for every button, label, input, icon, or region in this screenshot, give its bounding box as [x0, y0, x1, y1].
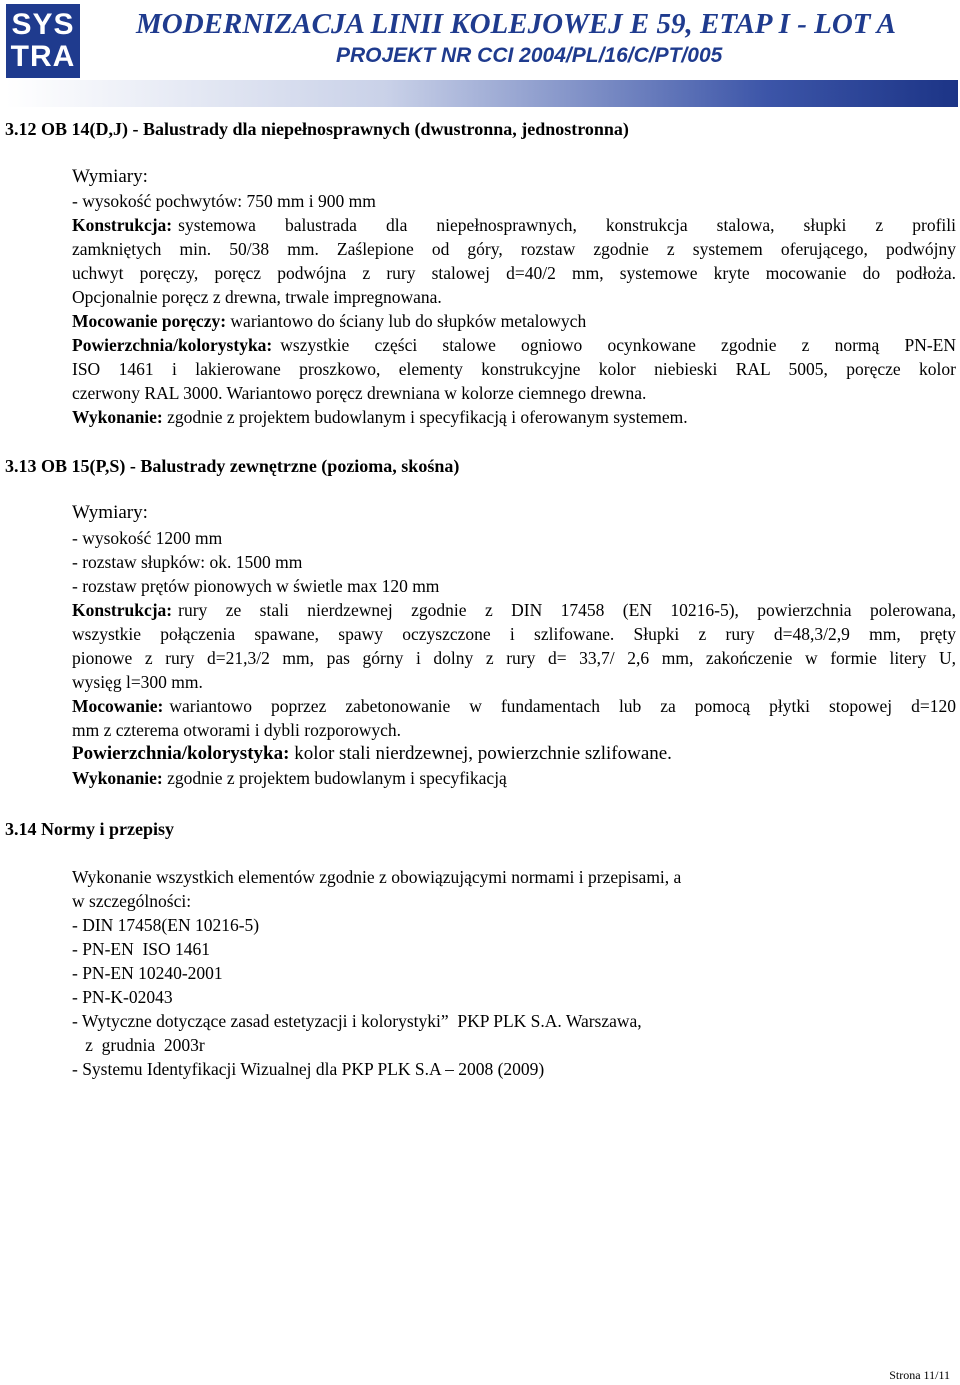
s313-surface-line — [72, 743, 672, 765]
s312-surface-text2: ISO 1461 i lakierowane proszkowo, elementy konstrukcyjne kolor niebieski RAL 5005, poręcze kolor — [72, 359, 956, 379]
systra-logo — [6, 4, 80, 78]
norm-list-item: - PN-EN ISO 1461 — [72, 939, 211, 959]
s312-construction-label: Konstrukcja: — [72, 215, 173, 235]
s312-construction-text3: uchwyt poręczy, poręcz podwójna z rury stalowej d=40/2 mm, systemowe kryte mocowanie do podłoża. — [72, 263, 956, 283]
norm-list-item: - PN-EN 10240-2001 — [72, 963, 223, 983]
s312-construction-line1 — [72, 214, 956, 236]
s313-construction-text4: wysięg l=300 mm. — [72, 672, 203, 692]
s312-construction-text4: Opcjonalnie poręcz z drewna, trwale impregnowana. — [72, 287, 442, 307]
header-gradient-bar — [6, 80, 958, 107]
s313-dimension-item: - rozstaw słupków: ok. 1500 mm — [72, 552, 303, 572]
s313-mounting-line1 — [72, 695, 956, 717]
s313-construction-text2: wszystkie połączenia spawane, spawy oczyszczone i szlifowane. Słupki z rury d=48,3/2,9 mm, pręty — [72, 624, 956, 644]
s313-dimension-item: - rozstaw prętów pionowych w świetle max 120 mm — [72, 576, 440, 596]
s313-construction-text1: rury ze stali nierdzewnej zgodnie z DIN 17458 (EN 10216-5), powierzchnia polerowana, — [178, 600, 956, 620]
s312-execution-text: zgodnie z projektem budowlanym i specyfikacją i oferowanym systemem. — [162, 407, 688, 427]
s313-surface-label: Powierzchnia/kolorystyka: — [72, 743, 290, 764]
s314-intro-line1: Wykonanie wszystkich elementów zgodnie z obowiązującymi normami i przepisami, a — [72, 867, 682, 887]
s313-construction-text3: pionowe z rury d=21,3/2 mm, pas górny i dolny z rury d= 33,7/ 2,6 mm, zakończenie w formie litery U, — [72, 648, 956, 668]
s313-execution-label: Wykonanie: — [72, 768, 163, 788]
logo-text-top: SYS — [11, 8, 75, 41]
norm-list-item: - Wytyczne dotyczące zasad estetyzacji i kolorystyki” PKP PLK S.A. Warszawa, — [72, 1011, 642, 1031]
s312-surface-line1 — [72, 334, 956, 356]
s313-execution-line — [72, 767, 507, 789]
s312-execution-label: Wykonanie: — [72, 407, 163, 427]
s312-mounting-label: Mocowanie poręczy: — [72, 311, 227, 331]
s313-mounting-label: Mocowanie: — [72, 696, 164, 716]
s312-dimensions-label: Wymiary: — [72, 166, 148, 187]
s312-mounting-line — [72, 310, 586, 332]
norm-list-item: - PN-K-02043 — [72, 987, 173, 1007]
s313-execution-text: zgodnie z projektem budowlanym i specyfikacją — [162, 768, 507, 788]
s312-surface-label: Powierzchnia/kolorystyka: — [72, 335, 273, 355]
s313-construction-line1 — [72, 599, 956, 621]
s312-surface-text3: czerwony RAL 3000. Wariantowo poręcz drewniana w kolorze ciemnego drewna. — [72, 383, 647, 403]
s313-construction-label: Konstrukcja: — [72, 600, 173, 620]
s313-mounting-text1: wariantowo poprzez zabetonowanie w fundamentach lub za pomocą płytki stopowej d=120 — [169, 696, 956, 716]
s312-execution-line — [72, 406, 688, 428]
section-3-12-heading: 3.12 OB 14(D,J) - Balustrady dla niepełnosprawnych (dwustronna, jednostronna) — [5, 119, 629, 139]
norm-list-item: - Systemu Identyfikacji Wizualnej dla PKP PLK S.A – 2008 (2009) — [72, 1059, 545, 1079]
document-title: MODERNIZACJA LINII KOLEJOWEJ E 59, ETAP I - LOT A — [136, 8, 897, 40]
s312-construction-text1: systemowa balustrada dla niepełnosprawnych, konstrukcja stalowa, słupki z profili — [178, 215, 956, 235]
s313-dimension-item: - wysokość 1200 mm — [72, 528, 223, 548]
s312-construction-text2: zamkniętych min. 50/38 mm. Zaślepione od góry, rozstaw zgodnie z systemem oferującego, podwójny — [72, 239, 956, 259]
s312-surface-text1: wszystkie części stalowe ogniowo ocynkowane zgodnie z normą PN-EN — [280, 335, 956, 355]
s314-intro-line2: w szczególności: — [72, 891, 192, 911]
page-number: Strona 11/11 — [889, 1368, 950, 1382]
section-3-14-heading: 3.14 Normy i przepisy — [5, 819, 174, 839]
s312-mounting-text: wariantowo do ściany lub do słupków metalowych — [226, 311, 587, 331]
project-number: PROJEKT NR CCI 2004/PL/16/C/PT/005 — [336, 44, 723, 67]
s312-dimension-item: - wysokość pochwytów: 750 mm i 900 mm — [72, 191, 376, 211]
s313-dimensions-label: Wymiary: — [72, 502, 148, 523]
section-3-13-heading: 3.13 OB 15(P,S) - Balustrady zewnętrzne (pozioma, skośna) — [5, 456, 460, 476]
s313-surface-text: kolor stali nierdzewnej, powierzchnie szlifowane. — [289, 743, 672, 764]
logo-text-bottom: TRA — [10, 40, 76, 73]
s313-mounting-text2: mm z czterema otworami i dybli rozporowych. — [72, 720, 401, 740]
norm-list-item: z grudnia 2003r — [72, 1035, 205, 1055]
norm-list-item: - DIN 17458(EN 10216-5) — [72, 915, 260, 935]
